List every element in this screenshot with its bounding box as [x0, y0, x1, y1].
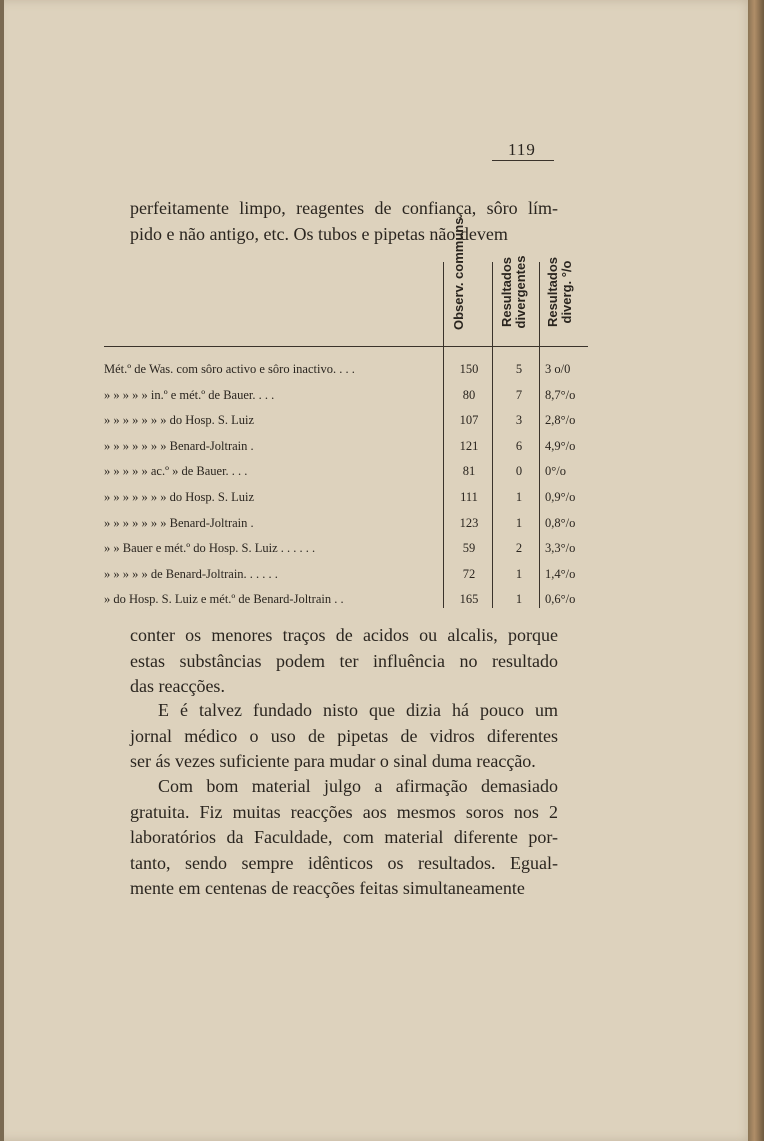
paragraph-top — [130, 196, 558, 247]
table-cell-obs: 72 — [462, 567, 476, 581]
text-line: ser ás vezes suficiente para mudar o sinal duma reacção. — [130, 751, 536, 771]
table-cell-div: 2 — [515, 541, 523, 555]
table-cell-pct: 0,9°/o — [545, 490, 576, 504]
text-line: laboratórios da Faculdade, com material diferente por- — [130, 827, 558, 847]
table-cell-obs: 165 — [459, 592, 479, 606]
column-divider — [492, 262, 493, 608]
table-cell-pct: 0,6°/o — [545, 592, 576, 606]
paragraph-3 — [130, 774, 558, 902]
column-header-percent: Resultados diverg. °/o — [545, 256, 574, 328]
table-cell-pct: 0,8°/o — [545, 516, 576, 530]
page-number: 119 — [508, 140, 536, 159]
text-line: conter os menores traços de acidos ou alcalis, porque — [130, 625, 558, 645]
table-row-label: » » » » » » » Benard-Joltrain . — [104, 516, 254, 530]
table-row-label: Mét.º de Was. com sôro activo e sôro inactivo. . . . — [104, 362, 355, 376]
column-divider — [443, 262, 444, 608]
table-row-label: » » Bauer e mét.º do Hosp. S. Luiz . . . . . . — [104, 541, 316, 555]
table-cell-pct: 4,9°/o — [545, 439, 576, 453]
table-cell-div: 1 — [515, 490, 523, 504]
table-row-label: » » » » » in.º e mét.º de Bauer. . . . — [104, 388, 275, 402]
table-cell-div: 1 — [515, 567, 523, 581]
table-cell-div: 6 — [515, 439, 523, 453]
text-line: pido e não antigo, etc. Os tubos e pipetas não devem — [130, 223, 508, 244]
table-cell-obs: 123 — [459, 516, 479, 530]
table-cell-pct: 2,8°/o — [545, 413, 576, 427]
table-cell-div: 5 — [515, 362, 523, 376]
column-header-divergentes: Resultados divergentes — [499, 255, 528, 329]
table-cell-pct: 8,7°/o — [545, 388, 576, 402]
text-line: mente em centenas de reacções feitas simultaneamente — [130, 878, 525, 898]
table-cell-obs: 59 — [462, 541, 476, 555]
paragraph-1 — [130, 623, 558, 700]
table-cell-div: 1 — [515, 516, 523, 530]
table-row-label: » » » » » » » do Hosp. S. Luiz — [104, 413, 254, 427]
column-divider — [539, 262, 540, 608]
table-row-label: » do Hosp. S. Luiz e mét.º de Benard-Joltrain . . — [104, 592, 344, 606]
text-line: estas substâncias podem ter influência no resultado — [130, 650, 558, 671]
column-header-observ: Observ. communs — [451, 217, 466, 330]
table-cell-obs: 121 — [459, 439, 479, 453]
text-line: perfeitamente limpo, reagentes de confiança, sôro lím- — [130, 198, 558, 218]
book-spine — [748, 0, 764, 1141]
table-cell-pct: 1,4°/o — [545, 567, 576, 581]
table-cell-obs: 80 — [462, 388, 476, 402]
table-cell-pct: 0°/o — [545, 464, 566, 478]
table-cell-div: 1 — [515, 592, 523, 606]
table-row-label: » » » » » » » Benard-Joltrain . — [104, 439, 254, 453]
table-row-label: » » » » » de Benard-Joltrain. . . . . . — [104, 567, 278, 581]
table-header-rule — [104, 346, 588, 347]
text-line: Com bom material julgo a afirmação demasiado — [158, 776, 558, 796]
text-line: jornal médico o uso de pipetas de vidros diferentes — [130, 725, 558, 746]
table-cell-obs: 150 — [459, 362, 479, 376]
text-line: E é talvez fundado nisto que dizia há pouco um — [158, 700, 558, 720]
table-row-label: » » » » » » » do Hosp. S. Luiz — [104, 490, 254, 504]
page-number-rule — [492, 160, 554, 161]
table-cell-pct: 3 o/0 — [545, 362, 571, 376]
table-cell-div: 7 — [515, 388, 523, 402]
table-cell-obs: 81 — [462, 464, 476, 478]
table-row-label: » » » » » ac.º » de Bauer. . . . — [104, 464, 248, 478]
paragraph-2 — [130, 698, 558, 775]
table-cell-obs: 107 — [459, 413, 479, 427]
text-line: tanto, sendo sempre idênticos os resultados. Egual- — [130, 852, 558, 873]
table-cell-div: 0 — [515, 464, 523, 478]
text-line: gratuita. Fiz muitas reacções aos mesmos soros nos 2 — [130, 801, 558, 822]
table-cell-pct: 3,3°/o — [545, 541, 576, 555]
table-cell-div: 3 — [515, 413, 523, 427]
text-line: das reacções. — [130, 676, 225, 696]
table-cell-obs: 111 — [460, 490, 478, 504]
